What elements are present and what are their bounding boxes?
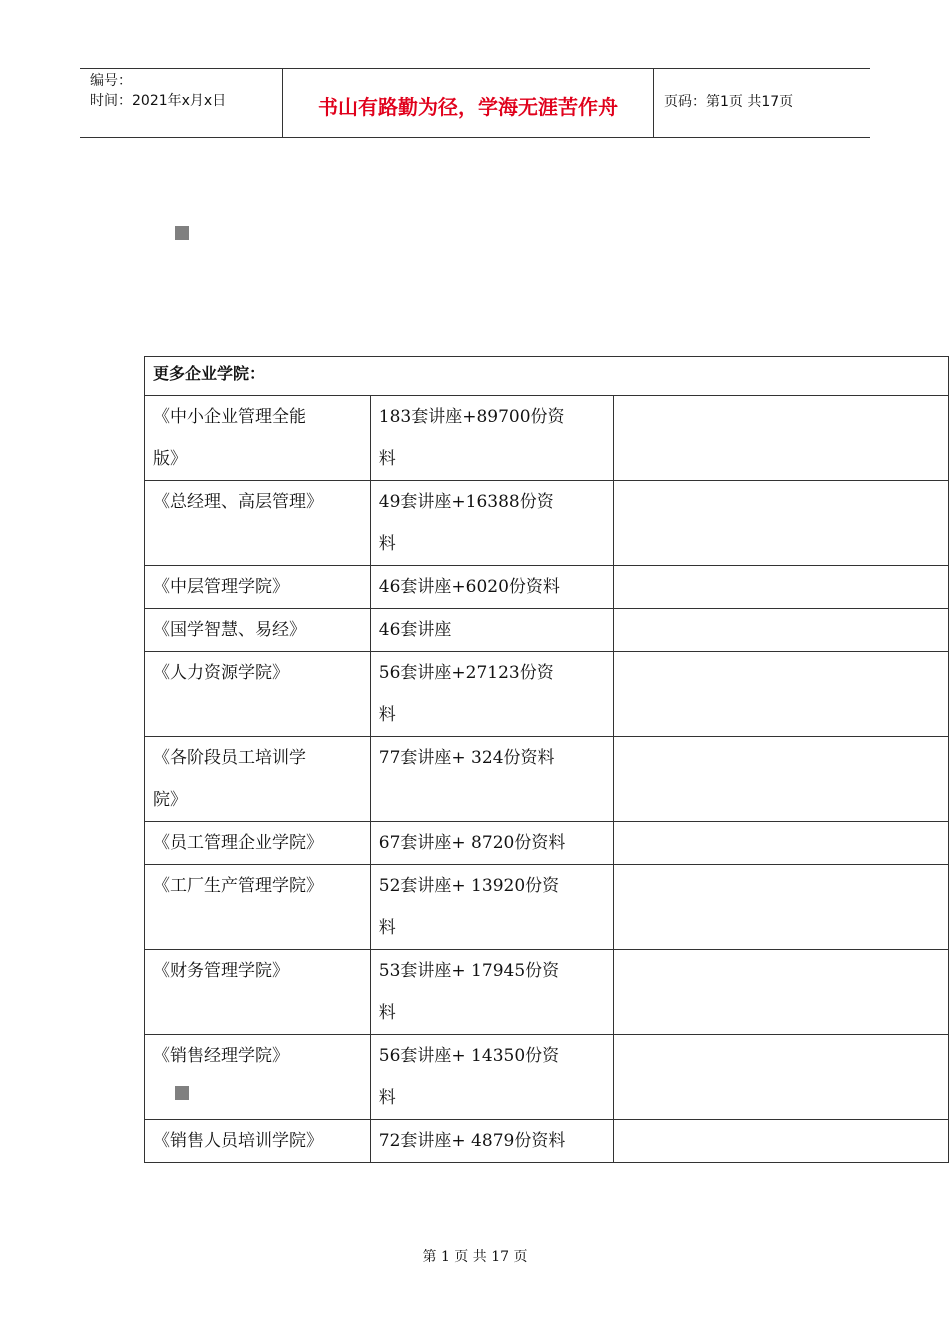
table-cell-extra: [613, 950, 949, 1035]
table-cell-detail: 56套讲座+ 14350份资料: [370, 1035, 613, 1120]
table-cell-name: 《国学智慧、易经》: [145, 609, 371, 652]
table-cell-name: 《中小企业管理全能版》: [145, 396, 371, 481]
table-cell-name: 《总经理、高层管理》: [145, 481, 371, 566]
table-row: [145, 950, 949, 1035]
table-row: [145, 822, 949, 865]
table-row: [145, 609, 949, 652]
table-row: [145, 481, 949, 566]
table-cell-extra: [613, 1035, 949, 1120]
table-cell-name: 《销售经理学院》: [145, 1035, 371, 1120]
table-cell-name: 《财务管理学院》: [145, 950, 371, 1035]
number-label: 编号：: [90, 73, 132, 89]
header-meta: [80, 69, 282, 137]
square-bullet-icon: [175, 226, 189, 240]
table-row: [145, 737, 949, 822]
table-cell-name: 《销售人员培训学院》: [145, 1120, 371, 1163]
table-cell-name: 《员工管理企业学院》: [145, 822, 371, 865]
table-cell-detail: 56套讲座+27123份资料: [370, 652, 613, 737]
table-cell-detail: 46套讲座: [370, 609, 613, 652]
table-row: [145, 865, 949, 950]
table-row: [145, 1035, 949, 1120]
table-title-row: [145, 357, 949, 396]
table-title: 更多企业学院：: [145, 357, 949, 396]
table-cell-extra: [613, 737, 949, 822]
table-cell-detail: 46套讲座+6020份资料: [370, 566, 613, 609]
table-cell-extra: [613, 396, 949, 481]
table-cell-extra: [613, 652, 949, 737]
table-row: [145, 1120, 949, 1163]
table-cell-extra: [613, 481, 949, 566]
table-cell-name: 《人力资源学院》: [145, 652, 371, 737]
table-cell-name: 《各阶段员工培训学院》: [145, 737, 371, 822]
header-page-label: 页码：第1页 共17页: [664, 94, 794, 110]
table-cell-extra: [613, 609, 949, 652]
page-header: [80, 68, 870, 138]
table-cell-extra: [613, 822, 949, 865]
table-cell-detail: 72套讲座+ 4879份资料: [370, 1120, 613, 1163]
table-row: [145, 652, 949, 737]
page-footer: 第 1 页 共 17 页: [422, 1249, 528, 1265]
time-label: 时间：2021年x月x日: [90, 93, 227, 109]
table-row: [145, 566, 949, 609]
table-cell-detail: 52套讲座+ 13920份资料: [370, 865, 613, 950]
table-cell-extra: [613, 1120, 949, 1163]
table-cell-extra: [613, 865, 949, 950]
table-cell-name: 《工厂生产管理学院》: [145, 865, 371, 950]
table-cell-name: 《中层管理学院》: [145, 566, 371, 609]
academy-table: [144, 356, 949, 1163]
table-cell-detail: 77套讲座+ 324份资料: [370, 737, 613, 822]
header-motto: 书山有路勤为径，学海无涯苦作舟: [282, 69, 654, 137]
square-bullet-icon: [175, 1086, 189, 1100]
table-cell-detail: 53套讲座+ 17945份资料: [370, 950, 613, 1035]
table-cell-detail: 67套讲座+ 8720份资料: [370, 822, 613, 865]
table-cell-detail: 183套讲座+89700份资料: [370, 396, 613, 481]
table-row: [145, 396, 949, 481]
table-cell-detail: 49套讲座+16388份资料: [370, 481, 613, 566]
table-cell-extra: [613, 566, 949, 609]
